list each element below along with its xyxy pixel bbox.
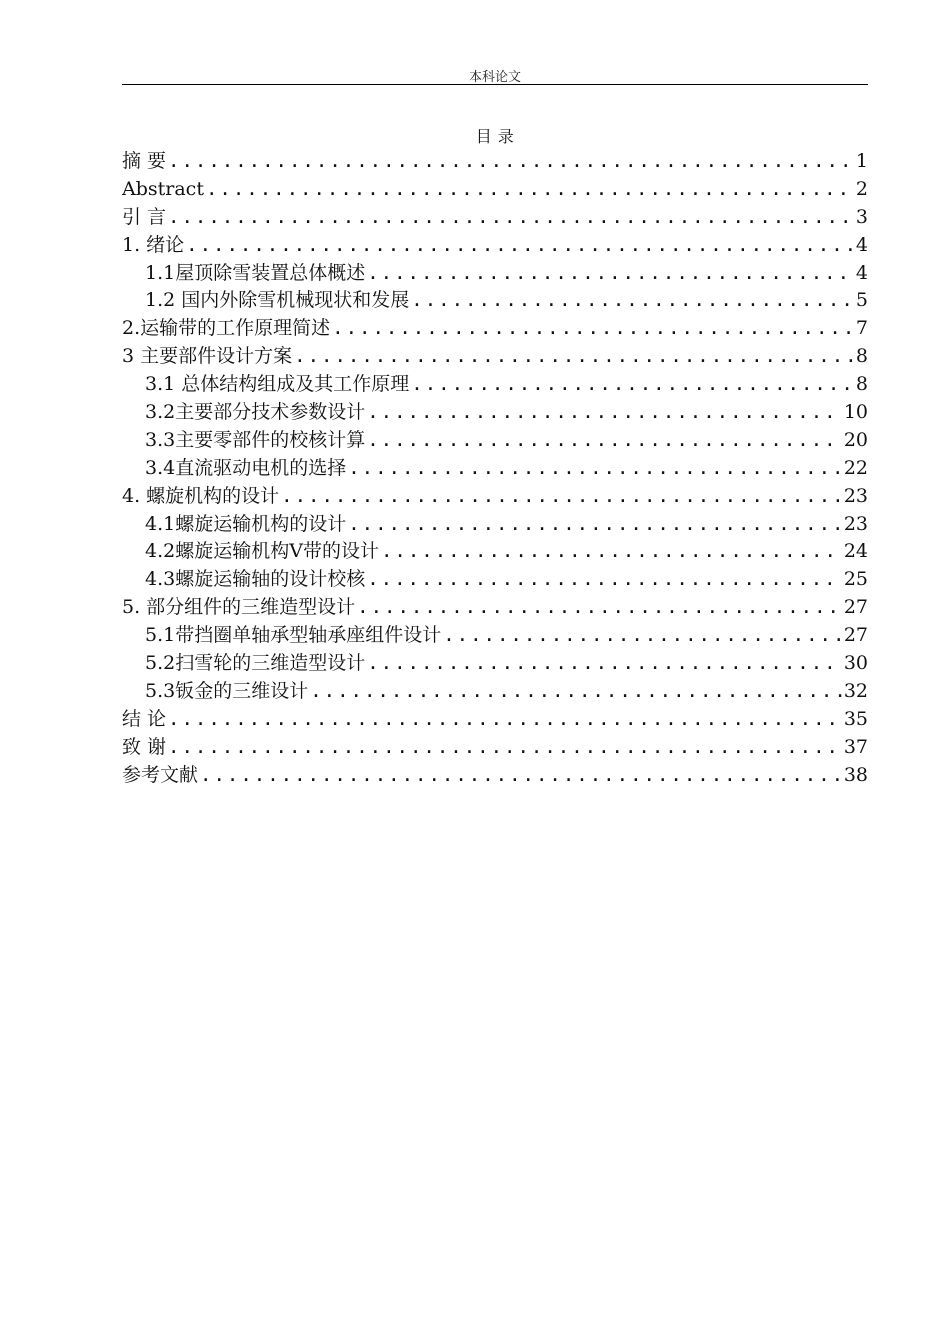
toc-entry-page: 25 (843, 568, 868, 591)
toc-entry-label: Abstract (122, 177, 204, 200)
toc-dot-leader (367, 650, 842, 678)
toc-entry-label: 致 谢 (122, 735, 167, 758)
toc-entry-page: 27 (843, 596, 868, 619)
toc-entry-label: 3.3主要零部件的校核计算 (145, 428, 366, 451)
toc-dot-leader (186, 232, 854, 260)
toc-entry[interactable] (122, 232, 868, 260)
toc-entry[interactable] (122, 148, 868, 176)
toc-dot-leader (367, 260, 854, 288)
toc-entry[interactable] (122, 399, 868, 427)
toc-entry[interactable] (122, 371, 868, 399)
toc-entry-page: 22 (843, 456, 868, 479)
toc-title: 目 录 (475, 127, 515, 146)
toc-entry-label: 1.2 国内外除雪机械现状和发展 (145, 289, 410, 312)
toc-entry[interactable] (122, 315, 868, 343)
toc-entry-label: 1.1屋顶除雪装置总体概述 (145, 261, 366, 284)
toc-dot-leader (348, 455, 842, 483)
toc-entry-page: 4 (855, 261, 868, 284)
toc-entry-label: 结 论 (122, 707, 167, 730)
toc-entry-page: 23 (843, 484, 868, 507)
toc-entry-page: 8 (855, 373, 868, 396)
toc-entry-label: 5.1带挡圈单轴承型轴承座组件设计 (145, 624, 442, 647)
toc-entry-page: 1 (855, 150, 868, 172)
toc-entry-label: 引 言 (122, 205, 167, 228)
toc-dot-leader (357, 594, 842, 622)
toc-entry-label: 4. 螺旋机构的设计 (122, 484, 280, 507)
toc-entry-label: 3.2主要部分技术参数设计 (145, 401, 366, 424)
toc-entry-page: 10 (843, 401, 868, 424)
toc-entry-label: 3.1 总体结构组成及其工作原理 (145, 373, 410, 396)
toc-entry-page: 30 (843, 652, 868, 675)
toc-entry[interactable] (122, 566, 868, 594)
toc-entry[interactable] (122, 538, 868, 566)
toc-entry-page: 23 (843, 512, 868, 535)
header-rule (122, 84, 868, 85)
toc-entry-page: 4 (855, 233, 868, 256)
toc-entry-label: 2.运输带的工作原理简述 (122, 317, 331, 340)
toc-entry-label: 5.3钣金的三维设计 (145, 679, 309, 702)
toc-entry[interactable] (122, 204, 868, 232)
toc-dot-leader (367, 427, 842, 455)
toc-entry-page: 38 (843, 763, 868, 786)
toc-entry-label: 3 主要部件设计方案 (122, 345, 293, 368)
toc-entry-page: 5 (855, 289, 868, 312)
toc-entry-label: 1. 绪论 (122, 233, 185, 256)
toc-entry-label: 参考文献 (122, 763, 199, 786)
toc-dot-leader (367, 399, 842, 427)
toc-entry[interactable] (122, 260, 868, 288)
toc-entry[interactable] (122, 622, 868, 650)
toc-dot-leader (367, 566, 842, 594)
toc-entry[interactable] (122, 455, 868, 483)
toc-entry-page: 24 (843, 540, 868, 563)
toc-entry-page: 35 (843, 707, 868, 730)
toc-dot-leader (411, 371, 854, 399)
toc-entry-page: 32 (843, 679, 868, 702)
toc-entry-page: 2 (855, 177, 868, 200)
toc-dot-leader (294, 343, 854, 371)
toc-entry-label: 4.2螺旋运输机构V带的设计 (145, 540, 379, 563)
toc-dot-leader (168, 734, 842, 762)
toc-entry[interactable] (122, 427, 868, 455)
toc-dot-leader (348, 511, 842, 539)
toc-entry-page: 27 (843, 624, 868, 647)
toc-entry[interactable] (122, 594, 868, 622)
toc-entry[interactable] (122, 287, 868, 315)
toc-dot-leader (310, 678, 842, 706)
toc-dot-leader (200, 762, 842, 790)
toc-entry[interactable] (122, 678, 868, 706)
toc-entry-label: 4.1螺旋运输机构的设计 (145, 512, 347, 535)
toc-dot-leader (381, 538, 842, 566)
toc-entry-page: 37 (843, 735, 868, 758)
toc-entry-page: 3 (855, 205, 868, 228)
toc-entry-page: 7 (855, 317, 868, 340)
toc-dot-leader (332, 315, 854, 343)
toc-entry[interactable] (122, 343, 868, 371)
toc-entry-label: 4.3螺旋运输轴的设计校核 (145, 568, 366, 591)
toc-dot-leader (411, 287, 854, 315)
toc-entry-label: 摘 要 (122, 150, 167, 172)
toc-entry-page: 20 (843, 428, 868, 451)
toc-dot-leader (281, 483, 842, 511)
toc-entry[interactable] (122, 483, 868, 511)
toc-entry[interactable] (122, 706, 868, 734)
toc-entry-label: 5. 部分组件的三维造型设计 (122, 596, 356, 619)
toc-entry[interactable] (122, 511, 868, 539)
toc-entry[interactable] (122, 176, 868, 204)
page-header: 本科论文 (468, 70, 521, 85)
toc-entry[interactable] (122, 650, 868, 678)
toc-dot-leader (206, 176, 854, 204)
toc-entry[interactable] (122, 762, 868, 790)
toc-entry-page: 8 (855, 345, 868, 368)
toc-entry-label: 3.4直流驱动电机的选择 (145, 456, 347, 479)
toc-entry[interactable] (122, 734, 868, 762)
toc-dot-leader (168, 706, 842, 734)
toc-dot-leader (168, 148, 854, 176)
table-of-contents (122, 148, 868, 789)
toc-dot-leader (443, 622, 842, 650)
toc-dot-leader (168, 204, 854, 232)
toc-entry-label: 5.2扫雪轮的三维造型设计 (145, 652, 366, 675)
